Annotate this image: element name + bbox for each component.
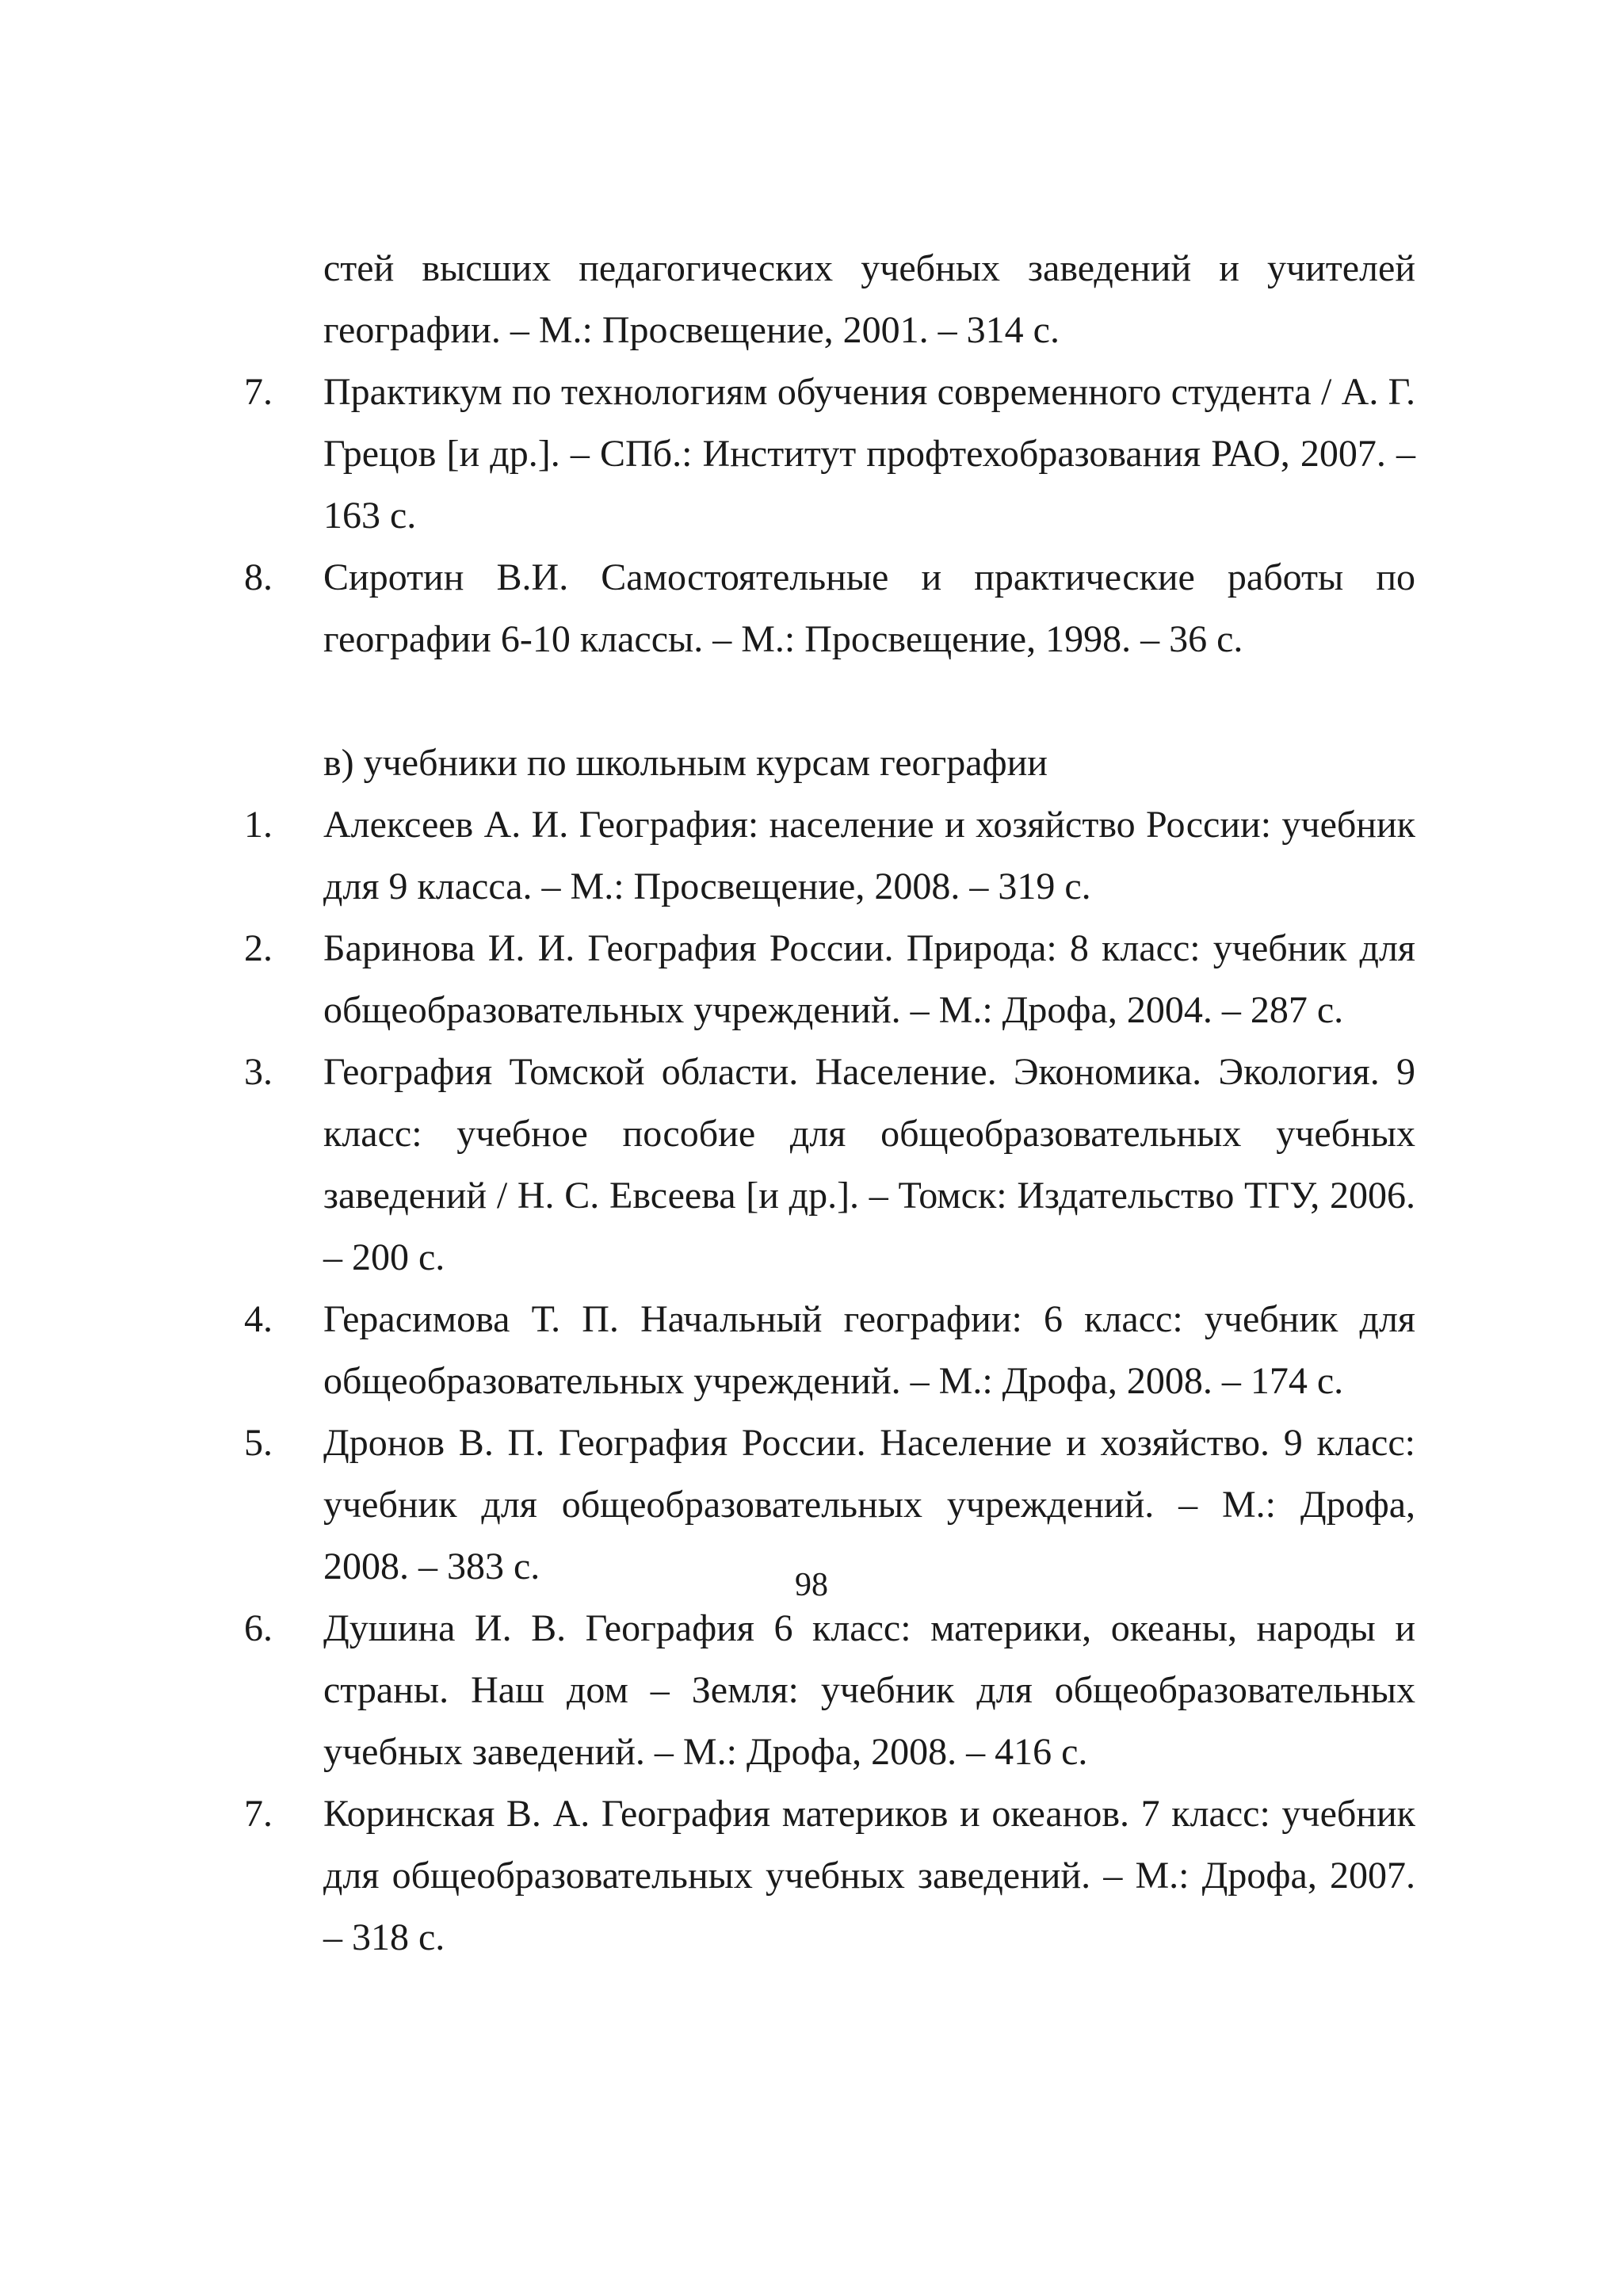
reference-entry <box>244 1783 1415 1969</box>
reference-text: Душина И. В. География 6 класс: материки, океаны, народы и страны. Наш дом – Земля: учебник для общеобразовательных учебных заведений. – М.: Дрофа, 2008. – 416 с. <box>323 1607 1415 1773</box>
reference-entry <box>244 1289 1415 1412</box>
reference-entry <box>244 361 1415 547</box>
reference-entry <box>244 1598 1415 1783</box>
reference-number: 2. <box>244 927 273 969</box>
section-heading: в) учебники по школьным курсам географии <box>323 742 1048 784</box>
reference-text: Практикум по технологиям обучения современного студента / А. Г. Грецов [и др.]. – СПб.: Институт профтехобразования РАО, 2007. – 163 с. <box>323 371 1415 537</box>
reference-text: Коринская В. А. География материков и океанов. 7 класс: учебник для общеобразовательных учебных заведений. – М.: Дрофа, 2007. – 318 с. <box>323 1793 1415 1958</box>
reference-text: Алексеев А. И. География: население и хозяйство России: учебник для 9 класса. – М.: Просвещение, 2008. – 319 с. <box>323 804 1415 907</box>
reference-number: 5. <box>244 1422 273 1464</box>
reference-number: 7. <box>244 371 273 413</box>
bibliography-content <box>244 238 1415 1969</box>
reference-number: 6. <box>244 1607 273 1649</box>
reference-text: Баринова И. И. География России. Природа: 8 класс: учебник для общеобразовательных учреждений. – М.: Дрофа, 2004. – 287 с. <box>323 927 1415 1031</box>
reference-entry <box>244 547 1415 670</box>
reference-number: 1. <box>244 804 273 846</box>
page-number: 98 <box>795 1567 828 1603</box>
reference-entry <box>244 794 1415 918</box>
reference-entry <box>244 1041 1415 1289</box>
reference-number: 4. <box>244 1298 273 1340</box>
reference-text: География Томской области. Население. Экономика. Экология. 9 класс: учебное пособие для общеобразовательных учебных заведений / Н. С. Евсеева [и др.]. – Томск: Издательство ТГУ, 2006. – 200 с. <box>323 1051 1415 1278</box>
reference-text: Дронов В. П. География России. Население и хозяйство. 9 класс: учебник для общеобразовательных учреждений. – М.: Дрофа, 2008. – 383 с. <box>323 1422 1415 1587</box>
reference-number: 3. <box>244 1051 273 1093</box>
reference-text: Сиротин В.И. Самостоятельные и практические работы по географии 6-10 классы. – М.: Просвещение, 1998. – 36 с. <box>323 556 1415 660</box>
reference-entry <box>244 918 1415 1041</box>
continued-reference-text: стей высших педагогических учебных заведений и учителей географии. – М.: Просвещение, 2001. – 314 с. <box>323 247 1415 351</box>
reference-text: Герасимова Т. П. Начальный географии: 6 класс: учебник для общеобразовательных учреждений. – М.: Дрофа, 2008. – 174 с. <box>323 1298 1415 1402</box>
reference-number: 7. <box>244 1793 273 1835</box>
reference-number: 8. <box>244 556 273 598</box>
